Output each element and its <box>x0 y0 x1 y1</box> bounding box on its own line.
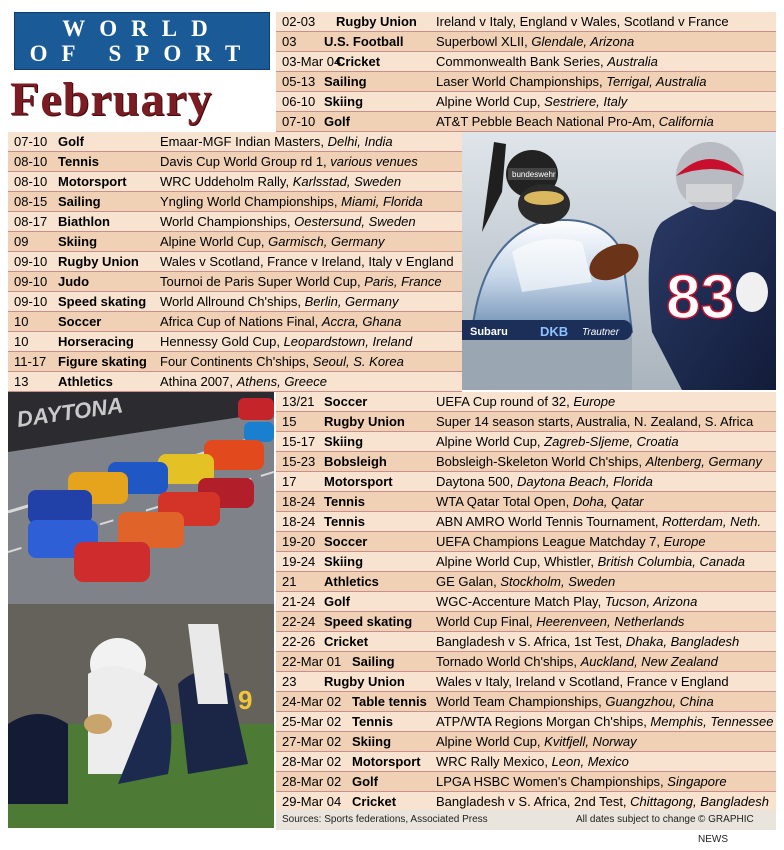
event-name: Africa Cup of Nations Final, <box>160 314 322 329</box>
event-row <box>276 792 776 812</box>
event-name: ATP/WTA Regions Morgan Ch'ships, <box>436 714 651 729</box>
event-row <box>276 32 776 52</box>
event-row <box>276 652 776 672</box>
event-location: Europe <box>573 394 616 409</box>
footer-disclaimer: All dates subject to change <box>576 814 696 825</box>
event-row <box>276 472 776 492</box>
event-sport: Cricket <box>352 794 397 809</box>
event-row <box>276 72 776 92</box>
event-dates: 18-24 <box>282 514 316 529</box>
event-location: British Columbia, Canada <box>597 554 746 569</box>
event-sport: Golf <box>324 114 350 129</box>
event-sport: Sailing <box>352 654 395 669</box>
event-location: Sestriere, Italy <box>544 94 628 109</box>
event-dates: 15-23 <box>282 454 316 469</box>
event-name: Emaar-MGF Indian Masters, <box>160 134 328 149</box>
event-dates: 07-10 <box>282 114 316 129</box>
event-description <box>436 412 753 432</box>
event-row <box>276 392 776 412</box>
event-description <box>160 292 399 312</box>
event-dates: 22-26 <box>282 634 316 649</box>
event-row <box>276 432 776 452</box>
event-row <box>8 192 462 212</box>
event-location: Daytona Beach, Florida <box>516 474 653 489</box>
event-row <box>8 252 462 272</box>
event-name: ABN AMRO World Tennis Tournament, <box>436 514 663 529</box>
event-sport: Sailing <box>58 194 101 209</box>
event-name: WRC Rally Mexico, <box>436 754 552 769</box>
event-dates: 08-10 <box>14 154 48 169</box>
nascar-race-illustration <box>8 392 274 604</box>
event-sport: Rugby Union <box>58 254 139 269</box>
event-location: Australia <box>607 54 658 69</box>
event-location: Accra, Ghana <box>321 314 402 329</box>
event-description <box>436 672 729 692</box>
event-location: Singapore <box>667 774 727 789</box>
event-location: Tucson, Arizona <box>604 594 698 609</box>
event-row <box>276 632 776 652</box>
event-sport: Speed skating <box>324 614 413 629</box>
event-name: Bobsleigh-Skeleton World Ch'ships, <box>436 454 646 469</box>
sled-sponsor-2: DKB <box>540 324 569 339</box>
event-dates: 09-10 <box>14 254 48 269</box>
event-row <box>276 712 776 732</box>
event-location: Miami, Florida <box>341 194 423 209</box>
event-name: LPGA HSBC Women's Championships, <box>436 774 668 789</box>
event-row <box>276 672 776 692</box>
event-dates: 19-24 <box>282 554 316 569</box>
event-dates: 18-24 <box>282 494 316 509</box>
event-name: World Allround Ch'ships, <box>160 294 305 309</box>
event-row <box>276 752 776 772</box>
event-description <box>160 252 454 272</box>
event-sport: Rugby Union <box>324 414 405 429</box>
event-name: Yngling World Championships, <box>160 194 342 209</box>
event-row <box>8 232 462 252</box>
event-description <box>436 52 658 72</box>
event-row <box>276 412 776 432</box>
event-row <box>276 732 776 752</box>
event-dates: 13/21 <box>282 394 315 409</box>
event-name: Tornado World Ch'ships, <box>436 654 581 669</box>
event-location: Rotterdam, Neth. <box>662 514 762 529</box>
event-location: Athens, Greece <box>236 374 327 389</box>
event-sport: Tennis <box>324 514 365 529</box>
event-description <box>436 532 706 552</box>
event-description <box>160 152 418 172</box>
event-dates: 06-10 <box>282 94 316 109</box>
event-location: Guangzhou, China <box>605 694 714 709</box>
event-sport: Soccer <box>324 534 368 549</box>
event-row <box>276 452 776 472</box>
event-name: UEFA Champions League Matchday 7, <box>436 534 664 549</box>
sled-sponsor-3: Trautner <box>582 327 620 338</box>
event-dates: 11-17 <box>14 354 47 369</box>
event-sport: Athletics <box>58 374 113 389</box>
event-sport: U.S. Football <box>324 34 404 49</box>
event-description <box>436 512 761 532</box>
event-name: Superbowl XLII, <box>436 34 532 49</box>
football-jersey-number: 83 <box>666 263 735 332</box>
event-sport: Figure skating <box>58 354 147 369</box>
event-dates: 15 <box>282 414 297 429</box>
event-dates: 08-10 <box>14 174 48 189</box>
bobsleigh-football-photo <box>462 132 776 390</box>
event-dates: 08-15 <box>14 194 48 209</box>
event-dates: 21 <box>282 574 297 589</box>
event-name: GE Galan, <box>436 574 501 589</box>
event-row <box>8 152 462 172</box>
event-name: Ireland v Italy, England v Wales, Scotland v France <box>436 14 729 29</box>
event-location: Paris, France <box>364 274 442 289</box>
event-description <box>436 612 684 632</box>
event-description <box>436 712 774 732</box>
banner-line-1: WORLD <box>62 16 222 41</box>
event-row <box>8 272 462 292</box>
event-row <box>276 92 776 112</box>
rugby-jersey-number: 9 <box>238 685 253 715</box>
event-name: AT&T Pebble Beach National Pro-Am, <box>436 114 659 129</box>
event-location: Chittagong, Bangladesh <box>630 794 769 809</box>
event-dates: 07-10 <box>14 134 48 149</box>
event-dates: 03-Mar 04 <box>282 54 342 69</box>
event-row <box>276 52 776 72</box>
event-sport: Soccer <box>58 314 102 329</box>
event-row <box>276 552 776 572</box>
event-row <box>276 112 776 132</box>
event-sport: Cricket <box>324 634 369 649</box>
event-name: World Team Championships, <box>436 694 606 709</box>
event-sport: Athletics <box>324 574 379 589</box>
event-location: Altenberg, Germany <box>645 454 762 469</box>
event-name: Alpine World Cup, <box>436 434 545 449</box>
helmet-sponsor-text: bundeswehr <box>512 170 556 179</box>
event-row <box>8 132 462 152</box>
event-sport: Skiing <box>324 434 364 449</box>
event-description <box>436 432 679 452</box>
event-description <box>436 92 627 112</box>
event-description <box>160 312 401 332</box>
event-sport: Tennis <box>324 494 365 509</box>
event-location: Kvitfjell, Norway <box>544 734 637 749</box>
event-name: Wales v Scotland, France v Ireland, Italy v England <box>160 254 454 269</box>
event-name: WRC Uddeholm Rally, <box>160 174 293 189</box>
event-name: Commonwealth Bank Series, <box>436 54 608 69</box>
event-description <box>436 32 634 52</box>
event-dates: 08-17 <box>14 214 48 229</box>
month-title: February <box>10 73 213 126</box>
event-location: Europe <box>663 534 706 549</box>
banner-line-2: OF SPORT <box>29 41 255 66</box>
event-sport: Tennis <box>352 714 393 729</box>
event-description <box>160 332 412 352</box>
nascar-race-photo <box>8 392 274 604</box>
event-description <box>436 752 629 772</box>
event-row <box>276 12 776 32</box>
event-dates: 02-03 <box>282 14 316 29</box>
event-sport: Skiing <box>324 554 364 569</box>
event-description <box>436 772 727 792</box>
event-dates: 09-10 <box>14 294 48 309</box>
title-block <box>8 8 270 130</box>
event-sport: Golf <box>324 594 350 609</box>
event-sport: Skiing <box>58 234 98 249</box>
race-track-banner: DAYTONA <box>15 392 125 432</box>
event-name: Alpine World Cup, Whistler, <box>436 554 598 569</box>
event-description <box>160 192 423 212</box>
event-location: Auckland, New Zealand <box>580 654 718 669</box>
event-dates: 29-Mar 04 <box>282 794 342 809</box>
event-description <box>160 172 401 192</box>
event-description <box>160 352 404 372</box>
event-description <box>436 652 718 672</box>
event-sport: Golf <box>352 774 378 789</box>
event-description <box>160 272 442 292</box>
event-dates: 19-20 <box>282 534 316 549</box>
event-dates: 28-Mar 02 <box>282 754 342 769</box>
event-row <box>8 352 462 372</box>
event-description <box>160 212 416 232</box>
event-location: Seoul, S. Korea <box>312 354 404 369</box>
rugby-match-illustration <box>8 604 274 828</box>
event-description <box>436 392 615 412</box>
event-description <box>436 12 729 32</box>
event-row <box>8 312 462 332</box>
event-name: Alpine World Cup, <box>436 94 545 109</box>
event-description <box>436 452 762 472</box>
event-sport: Sailing <box>324 74 367 89</box>
event-name: Super 14 season starts, Australia, N. Zealand, S. Africa <box>436 414 754 429</box>
event-location: Stockholm, Sweden <box>500 574 616 589</box>
event-name: Athina 2007, <box>160 374 237 389</box>
event-dates: 22-24 <box>282 614 316 629</box>
event-sport: Motorsport <box>58 174 127 189</box>
world-of-sport-banner <box>14 12 270 70</box>
event-row <box>276 532 776 552</box>
event-dates: 09 <box>14 234 29 249</box>
event-name: WGC-Accenture Match Play, <box>436 594 605 609</box>
event-name: Bangladesh v S. Africa, 1st Test, <box>436 634 626 649</box>
event-dates: 15-17 <box>282 434 316 449</box>
event-dates: 23 <box>282 674 297 689</box>
event-name: World Championships, <box>160 214 295 229</box>
event-location: Dhaka, Bangladesh <box>625 634 740 649</box>
event-name: Bangladesh v S. Africa, 2nd Test, <box>436 794 631 809</box>
event-dates: 17 <box>282 474 297 489</box>
event-description <box>160 132 393 152</box>
event-row <box>8 292 462 312</box>
event-dates: 28-Mar 02 <box>282 774 342 789</box>
event-row <box>276 512 776 532</box>
event-name: Alpine World Cup, <box>160 234 269 249</box>
event-description <box>436 732 637 752</box>
event-location: Leon, Mexico <box>551 754 629 769</box>
event-location: Doha, Qatar <box>572 494 644 509</box>
event-row <box>276 692 776 712</box>
event-location: Delhi, India <box>327 134 393 149</box>
event-dates: 13 <box>14 374 29 389</box>
event-dates: 27-Mar 02 <box>282 734 342 749</box>
event-location: Berlin, Germany <box>304 294 399 309</box>
event-name: Laser World Championships, <box>436 74 607 89</box>
event-row <box>276 592 776 612</box>
event-sport: Speed skating <box>58 294 147 309</box>
event-description <box>160 372 327 392</box>
event-row <box>8 212 462 232</box>
event-description <box>436 792 769 812</box>
event-sport: Skiing <box>352 734 392 749</box>
event-location: Heerenveen, Netherlands <box>536 614 685 629</box>
event-description <box>436 592 697 612</box>
event-name: Daytona 500, <box>436 474 517 489</box>
event-sport: Skiing <box>324 94 364 109</box>
footer-credit: © GRAPHIC NEWS <box>698 814 754 845</box>
event-sport: Horseracing <box>58 334 134 349</box>
event-location: Terrigal, Australia <box>606 74 707 89</box>
event-location: Oestersund, Sweden <box>294 214 416 229</box>
event-name: Tournoi de Paris Super World Cup, <box>160 274 365 289</box>
event-name: UEFA Cup round of 32, <box>436 394 574 409</box>
event-dates: 21-24 <box>282 594 316 609</box>
event-location: various venues <box>330 154 418 169</box>
event-row <box>8 172 462 192</box>
event-location: Karlsstad, Sweden <box>292 174 402 189</box>
event-description <box>436 492 644 512</box>
event-description <box>436 72 707 92</box>
event-sport: Cricket <box>336 54 381 69</box>
footer <box>276 810 776 845</box>
event-row <box>276 572 776 592</box>
sled-sponsor-1: Subaru <box>470 326 508 338</box>
event-description <box>436 692 714 712</box>
event-dates: 22-Mar 01 <box>282 654 342 669</box>
event-sport: Biathlon <box>58 214 110 229</box>
event-name: World Cup Final, <box>436 614 537 629</box>
event-location: Zagreb-Sljeme, Croatia <box>544 434 679 449</box>
event-description <box>436 112 714 132</box>
event-location: California <box>658 114 714 129</box>
event-sport: Bobsleigh <box>324 454 387 469</box>
event-sport: Table tennis <box>352 694 427 709</box>
event-description <box>436 472 653 492</box>
event-row <box>8 372 462 392</box>
event-description <box>436 552 745 572</box>
rugby-match-photo <box>8 604 274 828</box>
event-name: Hennessy Gold Cup, <box>160 334 284 349</box>
event-row <box>276 612 776 632</box>
event-dates: 03 <box>282 34 297 49</box>
event-location: Glendale, Arizona <box>531 34 635 49</box>
event-dates: 05-13 <box>282 74 316 89</box>
footer-sources: Sources: Sports federations, Associated Press <box>282 814 488 825</box>
event-sport: Motorsport <box>352 754 421 769</box>
event-dates: 10 <box>14 334 29 349</box>
event-row <box>276 492 776 512</box>
event-sport: Motorsport <box>324 474 393 489</box>
event-sport: Judo <box>58 274 90 289</box>
event-sport: Golf <box>58 134 84 149</box>
bobsleigh-football-illustration <box>462 132 776 390</box>
event-dates: 09-10 <box>14 274 48 289</box>
event-name: Four Continents Ch'ships, <box>160 354 313 369</box>
event-location: Garmisch, Germany <box>268 234 385 249</box>
event-sport: Rugby Union <box>336 14 417 29</box>
event-location: Memphis, Tennessee <box>650 714 774 729</box>
event-row <box>276 772 776 792</box>
event-name: WTA Qatar Total Open, <box>436 494 573 509</box>
event-sport: Rugby Union <box>324 674 405 689</box>
event-name: Wales v Italy, Ireland v Scotland, France v England <box>436 674 729 689</box>
event-sport: Tennis <box>58 154 99 169</box>
event-dates: 10 <box>14 314 29 329</box>
event-row <box>8 332 462 352</box>
event-name: Alpine World Cup, <box>436 734 545 749</box>
event-location: Leopardstown, Ireland <box>283 334 413 349</box>
event-description <box>436 572 615 592</box>
event-dates: 24-Mar 02 <box>282 694 342 709</box>
event-description <box>160 232 384 252</box>
event-dates: 25-Mar 02 <box>282 714 342 729</box>
event-name: Davis Cup World Group rd 1, <box>160 154 331 169</box>
event-description <box>436 632 739 652</box>
event-sport: Soccer <box>324 394 368 409</box>
